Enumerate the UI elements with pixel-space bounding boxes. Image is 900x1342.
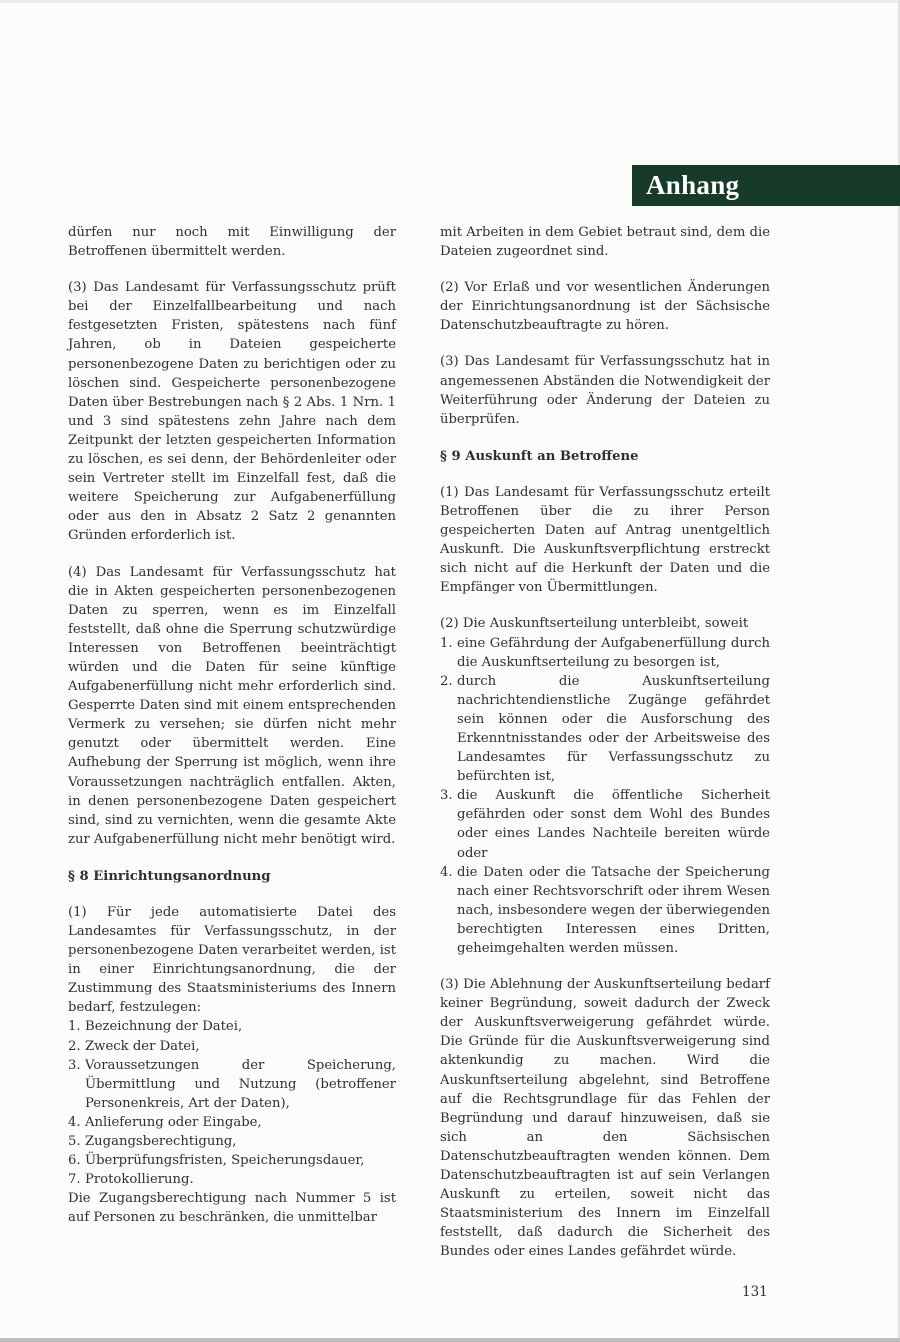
paragraph-9-2: (2) Die Auskunftserteilung unterbleibt, soweit (440, 616, 749, 632)
section-header-bar (632, 165, 900, 206)
paragraph-9-3: (3) Die Ablehnung der Auskunftserteilung bedarf keiner Begründung, soweit dadurch der Zweck der Auskunftsverweigerung gefährdet würde. Die Gründe für die Auskunftsverweigerung sind aktenkundig zu machen. Wird die Auskunftserteilung abgelehnt, sind Betroffene auf die Rechtsgrundlage für das Fehlen der Begründung und darauf hinzuweisen, daß sie sich an den Sächsischen Datenschutzbeauftragten wenden können. Dem Datenschutzbeauftragten ist auf sein Verlangen Auskunft zu erteilen, soweit nicht das Staatsministerium des Innern im Einzelfall feststellt, daß dadurch die Sicherheit des Bundes oder eines Landes gefährdet würde. (440, 977, 770, 1260)
paragraph-8-1-tail: Die Zugangsberechtigung nach Nummer 5 ist auf Personen zu beschränken, die unmittelbar (68, 1191, 396, 1226)
list-item: 2. Zweck der Datei, (68, 1038, 200, 1054)
left-column (68, 223, 396, 1228)
list-item: 2. durch die Auskunftserteilung nachrichtendienstliche Zugänge gefährdet sein können oder die Ausforschung des Erkenntnisstandes oder der Arbeitsweise des Landesamtes für Verfassungsschutz zu befürchten ist, (440, 673, 770, 785)
paragraph-9-1: (1) Das Landesamt für Verfassungsschutz erteilt Betroffenen über die zu ihrer Person gespeicherten Daten auf Antrag unentgeltlich Auskunft. Die Auskunftsverpflichtung erstreckt sich nicht auf die Herkunft der Daten und die Empfänger von Übermittlungen. (440, 484, 770, 596)
page-bottom-edge (0, 1338, 900, 1342)
paragraph-continuation-right: mit Arbeiten in dem Gebiet betraut sind, dem die Dateien zugeordnet sind. (440, 225, 770, 260)
page-top-edge (0, 0, 900, 3)
list-item: 1. Bezeichnung der Datei, (68, 1019, 243, 1035)
paragraph-continuation: dürfen nur noch mit Einwilligung der Betroffenen übermittelt werden. (68, 225, 396, 260)
right-column (440, 223, 770, 1279)
paragraph-8-2: (2) Vor Erlaß und vor wesentlichen Änderungen der Einrichtungsanordnung ist der Sächsische Datenschutzbeauftragte zu hören. (440, 280, 770, 334)
heading-section-9: § 9 Auskunft an Betroffene (440, 448, 639, 464)
list-item: 3. die Auskunft die öffentliche Sicherheit gefährden oder sonst dem Wohl des Bundes oder eines Landes Nachteile bereiten würde oder (440, 788, 770, 861)
list-section-9 (440, 634, 770, 959)
list-item: 7. Protokollierung. (68, 1172, 194, 1188)
list-item: 4. die Daten oder die Tatsache der Speicherung nach einer Rechtsvorschrift oder ihrem Wesen nach, insbesondere wegen der überwiegenden berechtigten Interessen eines Dritten, geheimgehalten werden müssen. (440, 864, 770, 956)
page-number: 131 (742, 1284, 768, 1300)
paragraph-8-3: (3) Das Landesamt für Verfassungsschutz hat in angemessenen Abständen die Notwendigkeit der Weiterführung oder Änderung der Dateien zu überprüfen. (440, 354, 770, 427)
heading-section-8: § 8 Einrichtungsanordnung (68, 868, 271, 884)
list-item: 5. Zugangsberechtigung, (68, 1134, 237, 1150)
list-item: 4. Anlieferung oder Eingabe, (68, 1114, 262, 1130)
list-item: 1. eine Gefährdung der Aufgabenerfüllung durch die Auskunftserteilung zu besorgen ist, (440, 635, 770, 670)
paragraph-7-3: (3) Das Landesamt für Verfassungsschutz prüft bei der Einzelfallbearbeitung und nach festgesetzten Fristen, spätestens nach fünf Jahren, ob in Dateien gespeicherte personenbezogene Daten zu berichtigen oder zu löschen sind. Gespeicherte personenbezogene Daten über Bestrebungen nach § 2 Abs. 1 Nrn. 1 und 3 sind spätestens zehn Jahre nach dem Zeitpunkt der letzten gespeicherten Information zu löschen, es sei denn, der Behördenleiter oder sein Vertreter stellt im Einzelfall fest, daß die weitere Speicherung zur Aufgabenerfüllung oder aus den in Absatz 2 Satz 2 genannten Gründen erforderlich ist. (68, 280, 396, 544)
list-item: 3. Voraussetzungen der Speicherung, Übermittlung und Nutzung (betroffener Personenkreis, Art der Daten), (68, 1057, 396, 1111)
section-header-title: Anhang (646, 170, 740, 200)
list-item: 6. Überprüfungsfristen, Speicherungsdauer, (68, 1153, 365, 1169)
list-section-8 (68, 1017, 396, 1189)
paragraph-7-4: (4) Das Landesamt für Verfassungsschutz hat die in Akten gespeicherten personenbezogenen Daten zu sperren, wenn es im Einzelfall feststellt, daß ohne die Sperrung schutzwürdige Interessen von Betroffenen beeinträchtigt würden und die Daten für seine künftige Aufgabenerfüllung nicht mehr erforderlich sind. Gesperrte Daten sind mit einem entsprechenden Vermerk zu versehen; sie dürfen nicht mehr genutzt oder übermittelt werden. Eine Aufhebung der Sperrung ist möglich, wenn ihre Voraussetzungen nachträglich entfallen. Akten, in denen personenbezogene Daten gespeichert sind, sind zu vernichten, wenn die gesamte Akte zur Aufgabenerfüllung nicht mehr benötigt wird. (68, 564, 396, 847)
paragraph-8-1: (1) Für jede automatisierte Datei des Landesamtes für Verfassungsschutz, in der personenbezogene Daten verarbeitet werden, ist in einer Einrichtungsanordnung, die der Zustimmung des Staatsministeriums des Innern bedarf, festzulegen: (68, 904, 396, 1016)
